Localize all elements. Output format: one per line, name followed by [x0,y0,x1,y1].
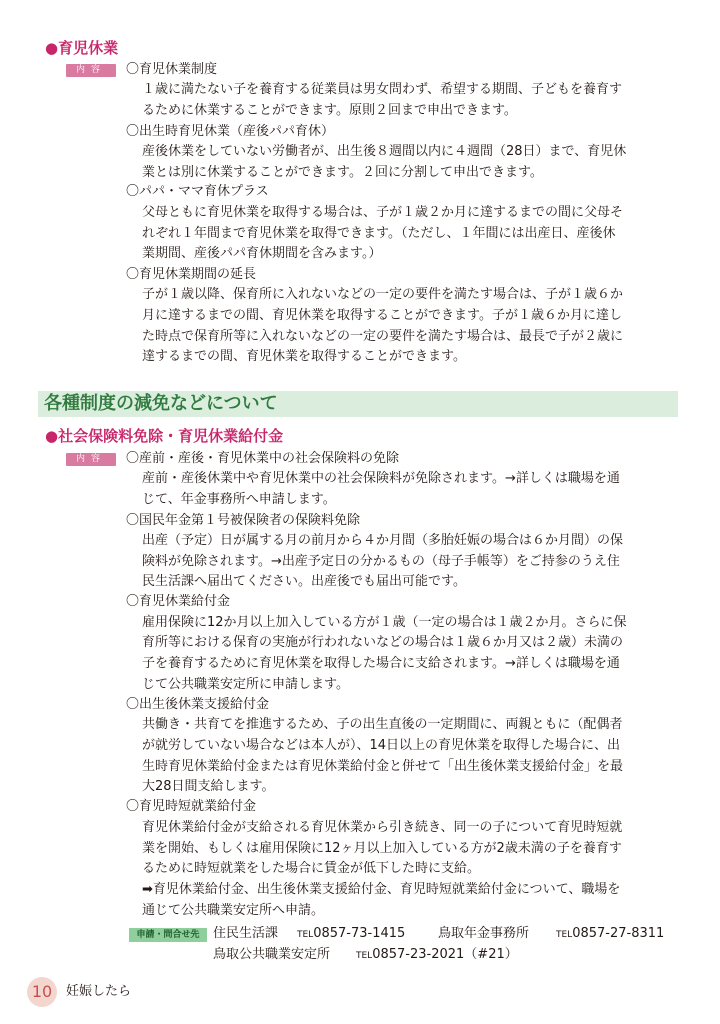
item-title: 〇育児休業期間の延長 [126,267,257,282]
contact-tag: 申請・問合せ先 [129,928,207,942]
body-line: 共働き・共育てを推進するため、子の出生直後の一定期間に、両親ともに（配偶者 [142,717,623,732]
body-line: 育児休業給付金が支給される育児休業から引き続き、同一の子について育児時短就 [142,820,623,835]
body-line: 月に達するまでの間、育児休業を取得することができます。子が１歳６か月に達し [142,308,622,323]
body-line: 通じて公共職業安定所へ申請。 [142,903,325,918]
body-line: 険料が免除されます。→出産予定日の分かるもの（母子手帳等）をご持参のうえ住 [142,554,620,569]
body-line: じて、年金事務所へ申請します。 [142,492,336,507]
body-line: 育所等における保育の実施が行われないなどの場合は１歳６か月又は２歳）未満の [142,635,624,650]
item-title: 〇出生時育児休業（産後パパ育休） [126,124,335,139]
contact-entry [213,925,278,943]
body-line: 大28日間支給します。 [142,779,275,794]
section-heading-insurance-exemption: ●社会保険料免除・育児休業給付金 [45,427,284,445]
body-line: じて公共職業安定所に申請します。 [142,677,349,692]
item-title: 〇育児時短就業給付金 [126,799,257,814]
section-heading-childcare-leave: ●育児休業 [45,39,119,57]
body-line: 民生活課へ届出てください。出産後でも届出可能です。 [142,574,466,589]
contact-name: 鳥取年金事務所 [438,926,530,941]
body-line: 産後休業をしていない労働者が、出生後８週間以内に４週間（28日）まで、育児休 [142,144,627,159]
body-line: た時点で保育所等に入れないなどの一定の要件を満たす場合は、最長で子が２歳に [142,329,624,344]
body-line: れぞれ１年間まで育児休業を取得できます。（ただし、１年間には出産日、産後休 [142,226,616,241]
band-title: 各種制度の減免などについて [44,393,278,414]
contact-tel-number: 0857-73-1415 [313,926,406,941]
contact-name: 鳥取公共職業安定所 [213,947,331,962]
contact-entry [438,925,529,943]
page-section-label: 妊娠したら [66,984,132,999]
body-line: ➡育児休業給付金、出生後休業支援給付金、育児時短就業給付金について、職場を [142,882,621,897]
tel-mark: TEL [356,951,373,961]
contact-entry [213,946,330,964]
tel-mark: TEL [297,930,314,940]
section-band [38,391,678,417]
body-line: るために休業することができます。原則２回まで申出できます。 [142,103,517,118]
item-title: 〇育児休業制度 [126,62,218,77]
body-line: 父母ともに育児休業を取得する場合は、子が１歳２か月に達するまでの間に父母そ [142,205,624,220]
body-line: １歳に満たない子を養育する従業員は男女問わず、希望する期間、子どもを養育す [142,82,622,97]
body-line: 出産（予定）日が属する月の前月から４か月間（多胎妊娠の場合は６か月間）の保 [142,533,624,548]
item-title: 〇育児休業給付金 [126,594,231,609]
contact-tel-number: 0857-23-2021（#21） [372,947,518,962]
body-line: 子を養育するために育児休業を取得した場合に支給されます。→詳しくは職場を通 [142,656,620,671]
body-line: 業とは別に休業することができます。２回に分割して申出できます。 [142,165,543,180]
body-line: 産前・産後休業中や育児休業中の社会保険料が免除されます。→詳しくは職場を通 [142,471,620,486]
body-line: るために時短就業をした場合に賃金が低下した時に支給。 [142,861,481,876]
item-title: 〇産前・産後・育児休業中の社会保険料の免除 [126,451,400,466]
body-line: 子が１歳以降、保育所に入れないなどの一定の要件を満たす場合は、子が１歳６か [142,287,624,302]
contact-tel-number: 0857-27-8311 [572,926,665,941]
body-line: 生時育児休業給付金または育児休業給付金と併せて「出生後休業支援給付金」を最 [142,759,624,774]
contact-tel [356,946,518,965]
contact-tel [556,925,664,944]
body-line: 業を開始、もしくは雇用保険に12ヶ月以上加入している方が2歳未満の子を養育す [142,841,622,856]
body-line: が就労していない場合などは本人が）、14日以上の育児休業を取得した場合に、出 [142,738,621,753]
item-title: 〇国民年金第１号被保険者の保険料免除 [126,513,361,528]
page-number: 10 [27,977,57,1007]
item-title: 〇出生後休業支援給付金 [126,697,270,712]
body-line: 達するまでの間、育児休業を取得することができます。 [142,349,466,364]
body-line: 雇用保険に12か月以上加入している方が１歳（一定の場合は１歳２か月。さらに保 [142,615,627,630]
tel-mark: TEL [556,930,573,940]
contact-name: 住民生活課 [213,926,279,941]
item-title: 〇パパ・ママ育休プラス [126,184,269,199]
body-line: 業期間、産後パパ育休期間を含みます。） [142,246,382,261]
contact-tel [297,925,405,944]
content-tag: 内容 [66,453,116,466]
content-tag: 内容 [66,64,116,77]
